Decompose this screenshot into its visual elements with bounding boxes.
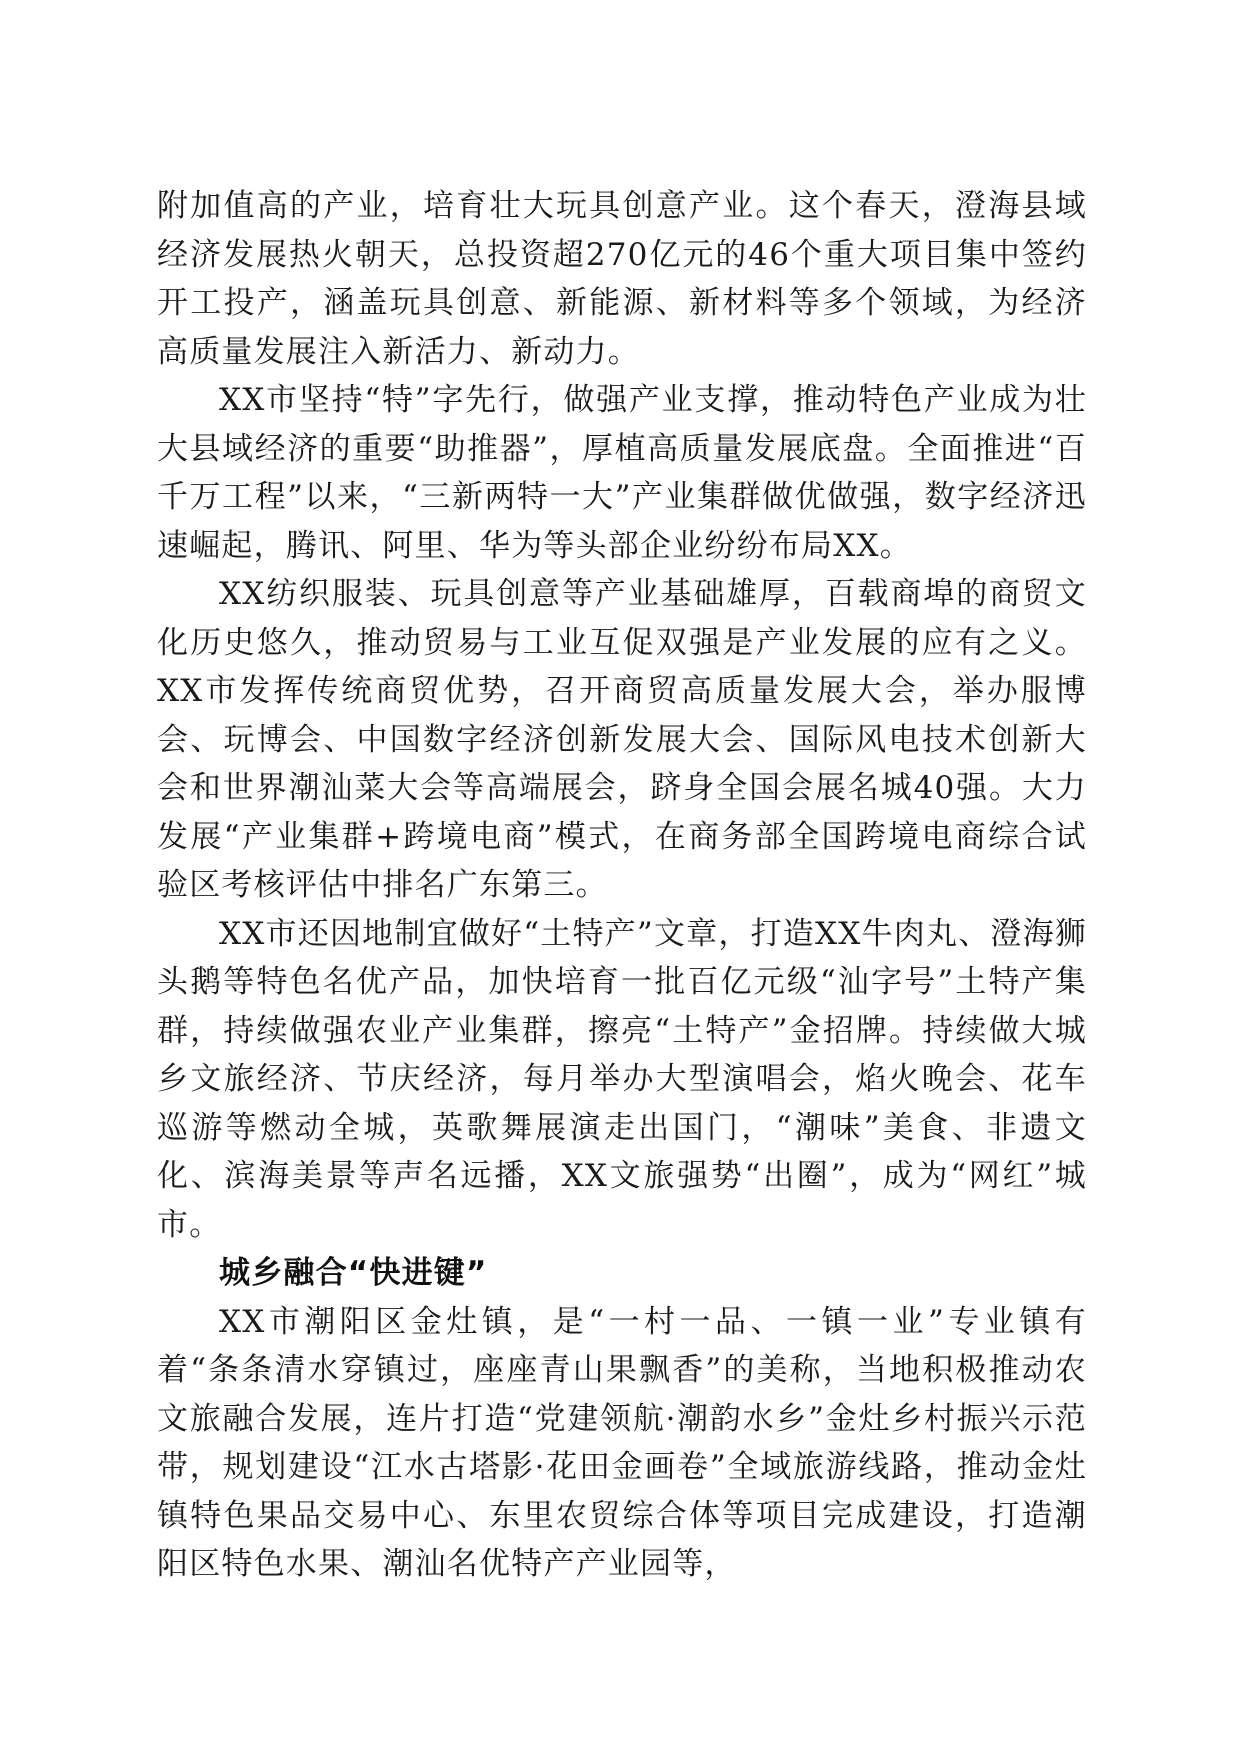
document-body bbox=[157, 182, 1087, 1589]
paragraph-continuation: 附加值高的产业，培育壮大玩具创意产业。这个春天，澄海县域经济发展热火朝天，总投资超270亿元的46个重大项目集中签约开工投产，涵盖玩具创意、新能源、新材料等多个领域，为经济高质量发展注入新活力、新动力。 bbox=[157, 188, 1087, 370]
paragraph-local-specialties: XX市还因地制宜做好“土特产”文章，打造XX牛肉丸、澄海狮头鹅等特色名优产品，加快培育一批百亿元级“汕字号”土特产集群，持续做强农业产业集群，擦亮“土特产”金招牌。持续做大城乡文旅经济、节庆经济，每月举办大型演唱会，焰火晚会、花车巡游等燃动全城，英歌舞展演走出国门，“潮味”美食、非遗文化、滨海美景等声名远播，XX文旅强势“出圈”，成为“网红”城市。 bbox=[157, 915, 1087, 1243]
paragraph-jinzao-town: XX市潮阳区金灶镇，是“一村一品、一镇一业”专业镇有着“条条清水穿镇过，座座青山果飘香”的美称，当地积极推动农文旅融合发展，连片打造“党建领航·潮韵水乡”金灶乡村振兴示范带，规划建设“江水古塔影·花田金画卷”全域旅游线路，推动金灶镇特色果品交易中心、东里农贸综合体等项目完成建设，打造潮阳区特色水果、潮汕名优特产产业园等， bbox=[157, 1303, 1087, 1582]
paragraph-featured-industries: XX市坚持“特”字先行，做强产业支撑，推动特色产业成为壮大县域经济的重要“助推器”，厚植高质量发展底盘。全面推进“百千万工程”以来，“三新两特一大”产业集群做优做强，数字经济迅速崛起，腾讯、阿里、华为等头部企业纷纷布局XX。 bbox=[157, 382, 1087, 564]
paragraph-trade-expo: XX纺织服装、玩具创意等产业基础雄厚，百载商埠的商贸文化历史悠久，推动贸易与工业互促双强是产业发展的应有之义。XX市发挥传统商贸优势，召开商贸高质量发展大会，举办服博会、玩博会、中国数字经济创新发展大会、国际风电技术创新大会和世界潮汕菜大会等高端展会，跻身全国会展名城40强。大力发展“产业集群+跨境电商”模式，在商务部全国跨境电商综合试验区考核评估中排名广东第三。 bbox=[157, 576, 1087, 903]
section-heading: 城乡融合“快进键” bbox=[219, 1255, 488, 1291]
